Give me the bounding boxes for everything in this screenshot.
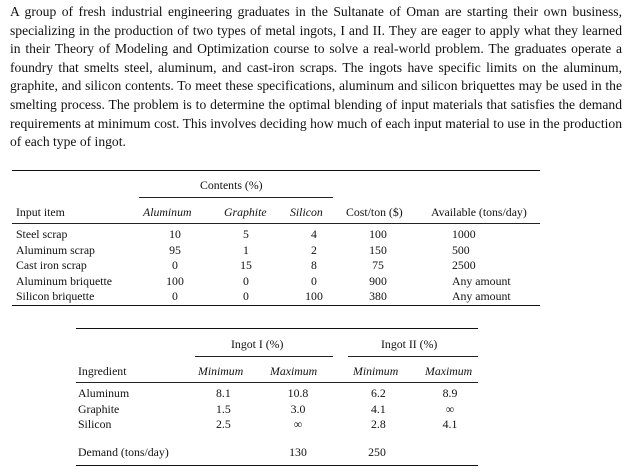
table2-bottom-rule xyxy=(76,465,478,466)
table-cell: Graphite xyxy=(78,401,120,416)
contents-group-rule xyxy=(139,197,333,198)
table-cell: 3.0 xyxy=(290,401,306,416)
header-ingredient: Ingredient xyxy=(78,364,127,378)
column-graphite xyxy=(231,227,261,305)
table-cell: 4.1 xyxy=(442,417,458,432)
column-cost xyxy=(358,227,398,305)
column-ingot2-minimum xyxy=(371,386,386,433)
table-cell: 75 xyxy=(372,258,384,272)
header-ingot1-maximum: Maximum xyxy=(270,364,318,378)
header-silicon: Silicon xyxy=(290,205,323,219)
ingot2-group-rule xyxy=(348,356,478,357)
table-cell: 4.1 xyxy=(371,401,386,416)
table-cell: 15 xyxy=(240,258,252,272)
ingot2-group-header: Ingot II (%) xyxy=(381,337,438,351)
column-input-item xyxy=(16,227,112,305)
table-cell: 6.2 xyxy=(371,386,386,400)
table2-header-rule xyxy=(76,382,478,383)
table-cell: 10.8 xyxy=(287,386,309,400)
column-available xyxy=(452,227,511,305)
table-cell: 150 xyxy=(369,242,387,257)
table-cell: 380 xyxy=(369,289,387,303)
table2-top-rule xyxy=(76,328,478,329)
table1-header-rule xyxy=(12,223,540,224)
table-cell: 8.1 xyxy=(216,386,231,400)
table-cell: Silicon briquette xyxy=(16,289,95,303)
table-cell: 1 xyxy=(243,242,249,257)
header-input-item: Input item xyxy=(16,205,65,219)
demand-label: Demand (tons/day) xyxy=(78,445,169,459)
problem-paragraph: A group of fresh industrial engineering graduates in the Sultanate of Oman are starting their own business, specializing in the production of two types of metal ingots, I and II. They are eager to apply what they learned in their Theory of Modeling and Optimization course to solve a real-world problem. The graduates operate a foundry that smelts steel, aluminum, and cast-iron scraps. The ingots have specific limits on the aluminum, graphite, and silicon contents. To meet these specifications, aluminum and silicon briquettes may be used in the smelting process. The problem is to determine the optimal blending of input materials that satisfies the demand requirements at minimum cost. This involves deciding how much of each input material to use in the production of each type of ingot. xyxy=(10,4,622,150)
table-cell: 8.9 xyxy=(442,386,458,400)
table-cell: ∞ xyxy=(445,401,455,416)
table-cell: 100 xyxy=(305,289,323,303)
table-cell: 0 xyxy=(172,289,178,303)
header-graphite: Graphite xyxy=(224,205,267,219)
ingot1-group-header: Ingot I (%) xyxy=(231,337,284,351)
column-silicon xyxy=(296,227,332,305)
header-ingot2-minimum: Minimum xyxy=(353,364,399,378)
ingot1-group-rule xyxy=(195,356,333,357)
column-aluminum xyxy=(160,227,190,305)
header-available: Available (tons/day) xyxy=(431,205,527,219)
table-cell: 95 xyxy=(169,242,181,257)
table-cell: Aluminum scrap xyxy=(16,242,95,257)
demand-ingot1: 130 xyxy=(289,445,307,459)
header-cost: Cost/ton ($) xyxy=(346,205,403,219)
table-cell: 4 xyxy=(311,227,317,241)
table-cell: Aluminum briquette xyxy=(16,273,112,288)
table-cell: 900 xyxy=(369,273,387,288)
header-ingot1-minimum: Minimum xyxy=(198,364,244,378)
table-cell: Aluminum xyxy=(78,386,130,400)
table-cell: 2500 xyxy=(452,258,476,272)
table-cell: Steel scrap xyxy=(16,227,68,241)
table-cell: Silicon xyxy=(78,417,112,432)
table-cell: Any amount xyxy=(452,289,511,303)
table-cell: 100 xyxy=(166,273,184,288)
table-cell: 2.8 xyxy=(371,417,386,432)
table-cell: 0 xyxy=(243,273,249,288)
table-cell: 10 xyxy=(169,227,181,241)
table-cell: 5 xyxy=(243,227,249,241)
demand-ingot2: 250 xyxy=(368,445,386,459)
table1-top-rule xyxy=(12,170,540,171)
table-cell: 100 xyxy=(369,227,387,241)
table-cell: 0 xyxy=(243,289,249,303)
header-ingot2-maximum: Maximum xyxy=(425,364,473,378)
table-cell: 0 xyxy=(172,258,178,272)
column-ingot1-maximum xyxy=(280,386,316,433)
table1-bottom-rule xyxy=(12,305,540,306)
column-ingredient xyxy=(78,386,129,433)
table-cell: 1000 xyxy=(452,227,476,241)
contents-group-header: Contents (%) xyxy=(200,178,263,192)
table-cell: ∞ xyxy=(293,417,303,432)
column-ingot2-maximum xyxy=(436,386,464,433)
column-ingot1-minimum xyxy=(216,386,231,433)
table-cell: 1.5 xyxy=(216,401,231,416)
table-cell: 2.5 xyxy=(216,417,231,432)
table-cell: 2 xyxy=(311,242,317,257)
table-cell: Any amount xyxy=(452,273,511,288)
table-cell: Cast iron scrap xyxy=(16,258,87,272)
header-aluminum: Aluminum xyxy=(143,205,192,219)
table-cell: 0 xyxy=(311,273,317,288)
table-cell: 8 xyxy=(311,258,317,272)
table-cell: 500 xyxy=(452,242,470,257)
